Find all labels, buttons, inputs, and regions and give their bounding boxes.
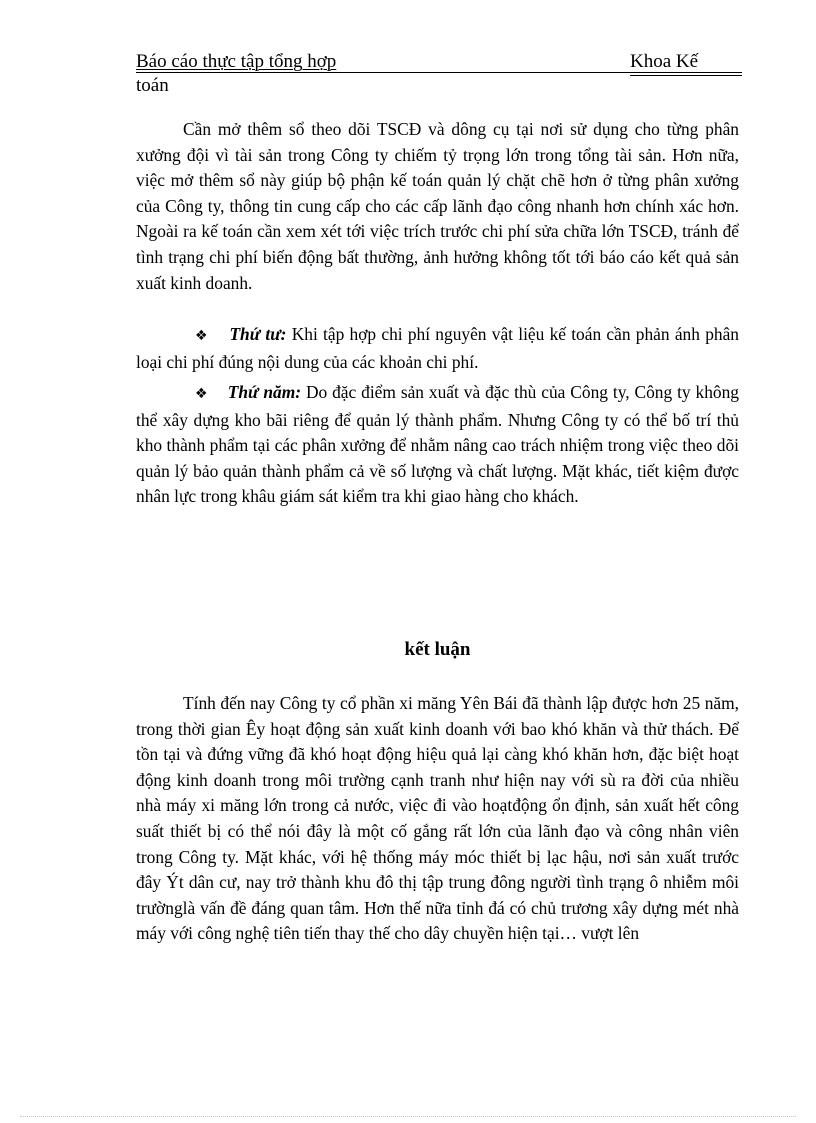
bullet-text-fourth: Khi tập hợp chi phí nguyên vật liệu kế toán cần phản ánh phân loại chi phí đúng nội dung của các khoản chi phí. (136, 324, 739, 372)
bullet-label-fifth: Thứ năm: (227, 382, 302, 402)
bullet-item-fifth (136, 380, 739, 510)
department-label-continued: toán (136, 75, 169, 96)
conclusion-paragraph: Tính đến nay Công ty cổ phần xi măng Yên Bái đã thành lập được hơn 25 năm, trong thời gian Êy hoạt động sản xuất kinh doanh với bao khó khăn và thử thách. Để tồn tại và đứng vững đã khó hoạt động hiệu quả lại càng khó khăn hơn, đặc biệt hoạt động kinh doanh trong môi trường cạnh tranh như hiện nay với sù ra đời của nhiều nhà máy xi măng lớn trong cả nước, việc đi vào hoạtđộng ổn định, sản xuất hết công suất thiết bị có thể nói đây là một cố gắng rất lớn của lãnh đạo và công nhân viên trong Công ty. Mặt khác, với hệ thống máy móc thiết bị lạc hậu, nơi sản xuất trước đây Ýt dân cư, nay trở thành khu đô thị tập trung đông người tình trạng ô nhiễm môi trườnglà vấn đề đáng quan tâm. Hơn thế nữa tỉnh đá có chủ trương xây dựng mét nhà máy với công nghệ tiên tiến thay thế cho dây chuyền hiện tại… vượt lên (136, 693, 739, 944)
diamond-bullet-icon: ❖ (195, 328, 209, 344)
diamond-bullet-icon: ❖ (195, 386, 209, 402)
bullet-item-fourth (136, 322, 739, 375)
bullet-text-fifth: Do đặc điểm sản xuất và đặc thù của Công ty, Công ty không thể xây dựng kho bãi riêng để quản lý thành phẩm. Nhưng Công ty có thể bố trí thủ kho thành phẩm tại các phân xưởng để nhằm nâng cao trách nhiệm trong việc theo dõi quản lý bảo quản thành phẩm cả về số lượng và chất lượng. Mặt khác, tiết kiệm được nhân lực trong khâu giám sát kiểm tra khi giao hàng cho khách. (136, 382, 740, 507)
header-rule-secondary (630, 75, 742, 76)
bullet-label-fourth: Thứ tư: (229, 324, 287, 344)
body-paragraph-asset-tracking: Cần mở thêm sổ theo dõi TSCĐ và dông cụ tại nơi sử dụng cho từng phân xưởng đội vì tài sản trong Công ty chiếm tỷ trọng lớn trong tổng tài sản. Hơn nữa, việc mở thêm sổ này giúp bộ phận kế toán quản lý chặt chẽ hơn ở từng phân xưởng của Công ty, thông tin cung cấp cho các cấp lãnh đạo công nhanh hơn chính xác hơn. Ngoài ra kế toán cần xem xét tới việc trích trước chi phí sửa chữa lớn TSCĐ, tránh để tình trạng chi phí biến động bất thường, ảnh hưởng không tốt tới báo cáo kết quả sản xuất kinh doanh. (136, 119, 739, 293)
report-title: Báo cáo thực tập tổng hợp (136, 51, 337, 72)
page-bottom-border (20, 1116, 796, 1117)
conclusion-heading: kết luận (404, 639, 471, 660)
department-label: Khoa Kế (630, 51, 699, 72)
header-rule (136, 72, 742, 73)
page-header (136, 50, 742, 96)
